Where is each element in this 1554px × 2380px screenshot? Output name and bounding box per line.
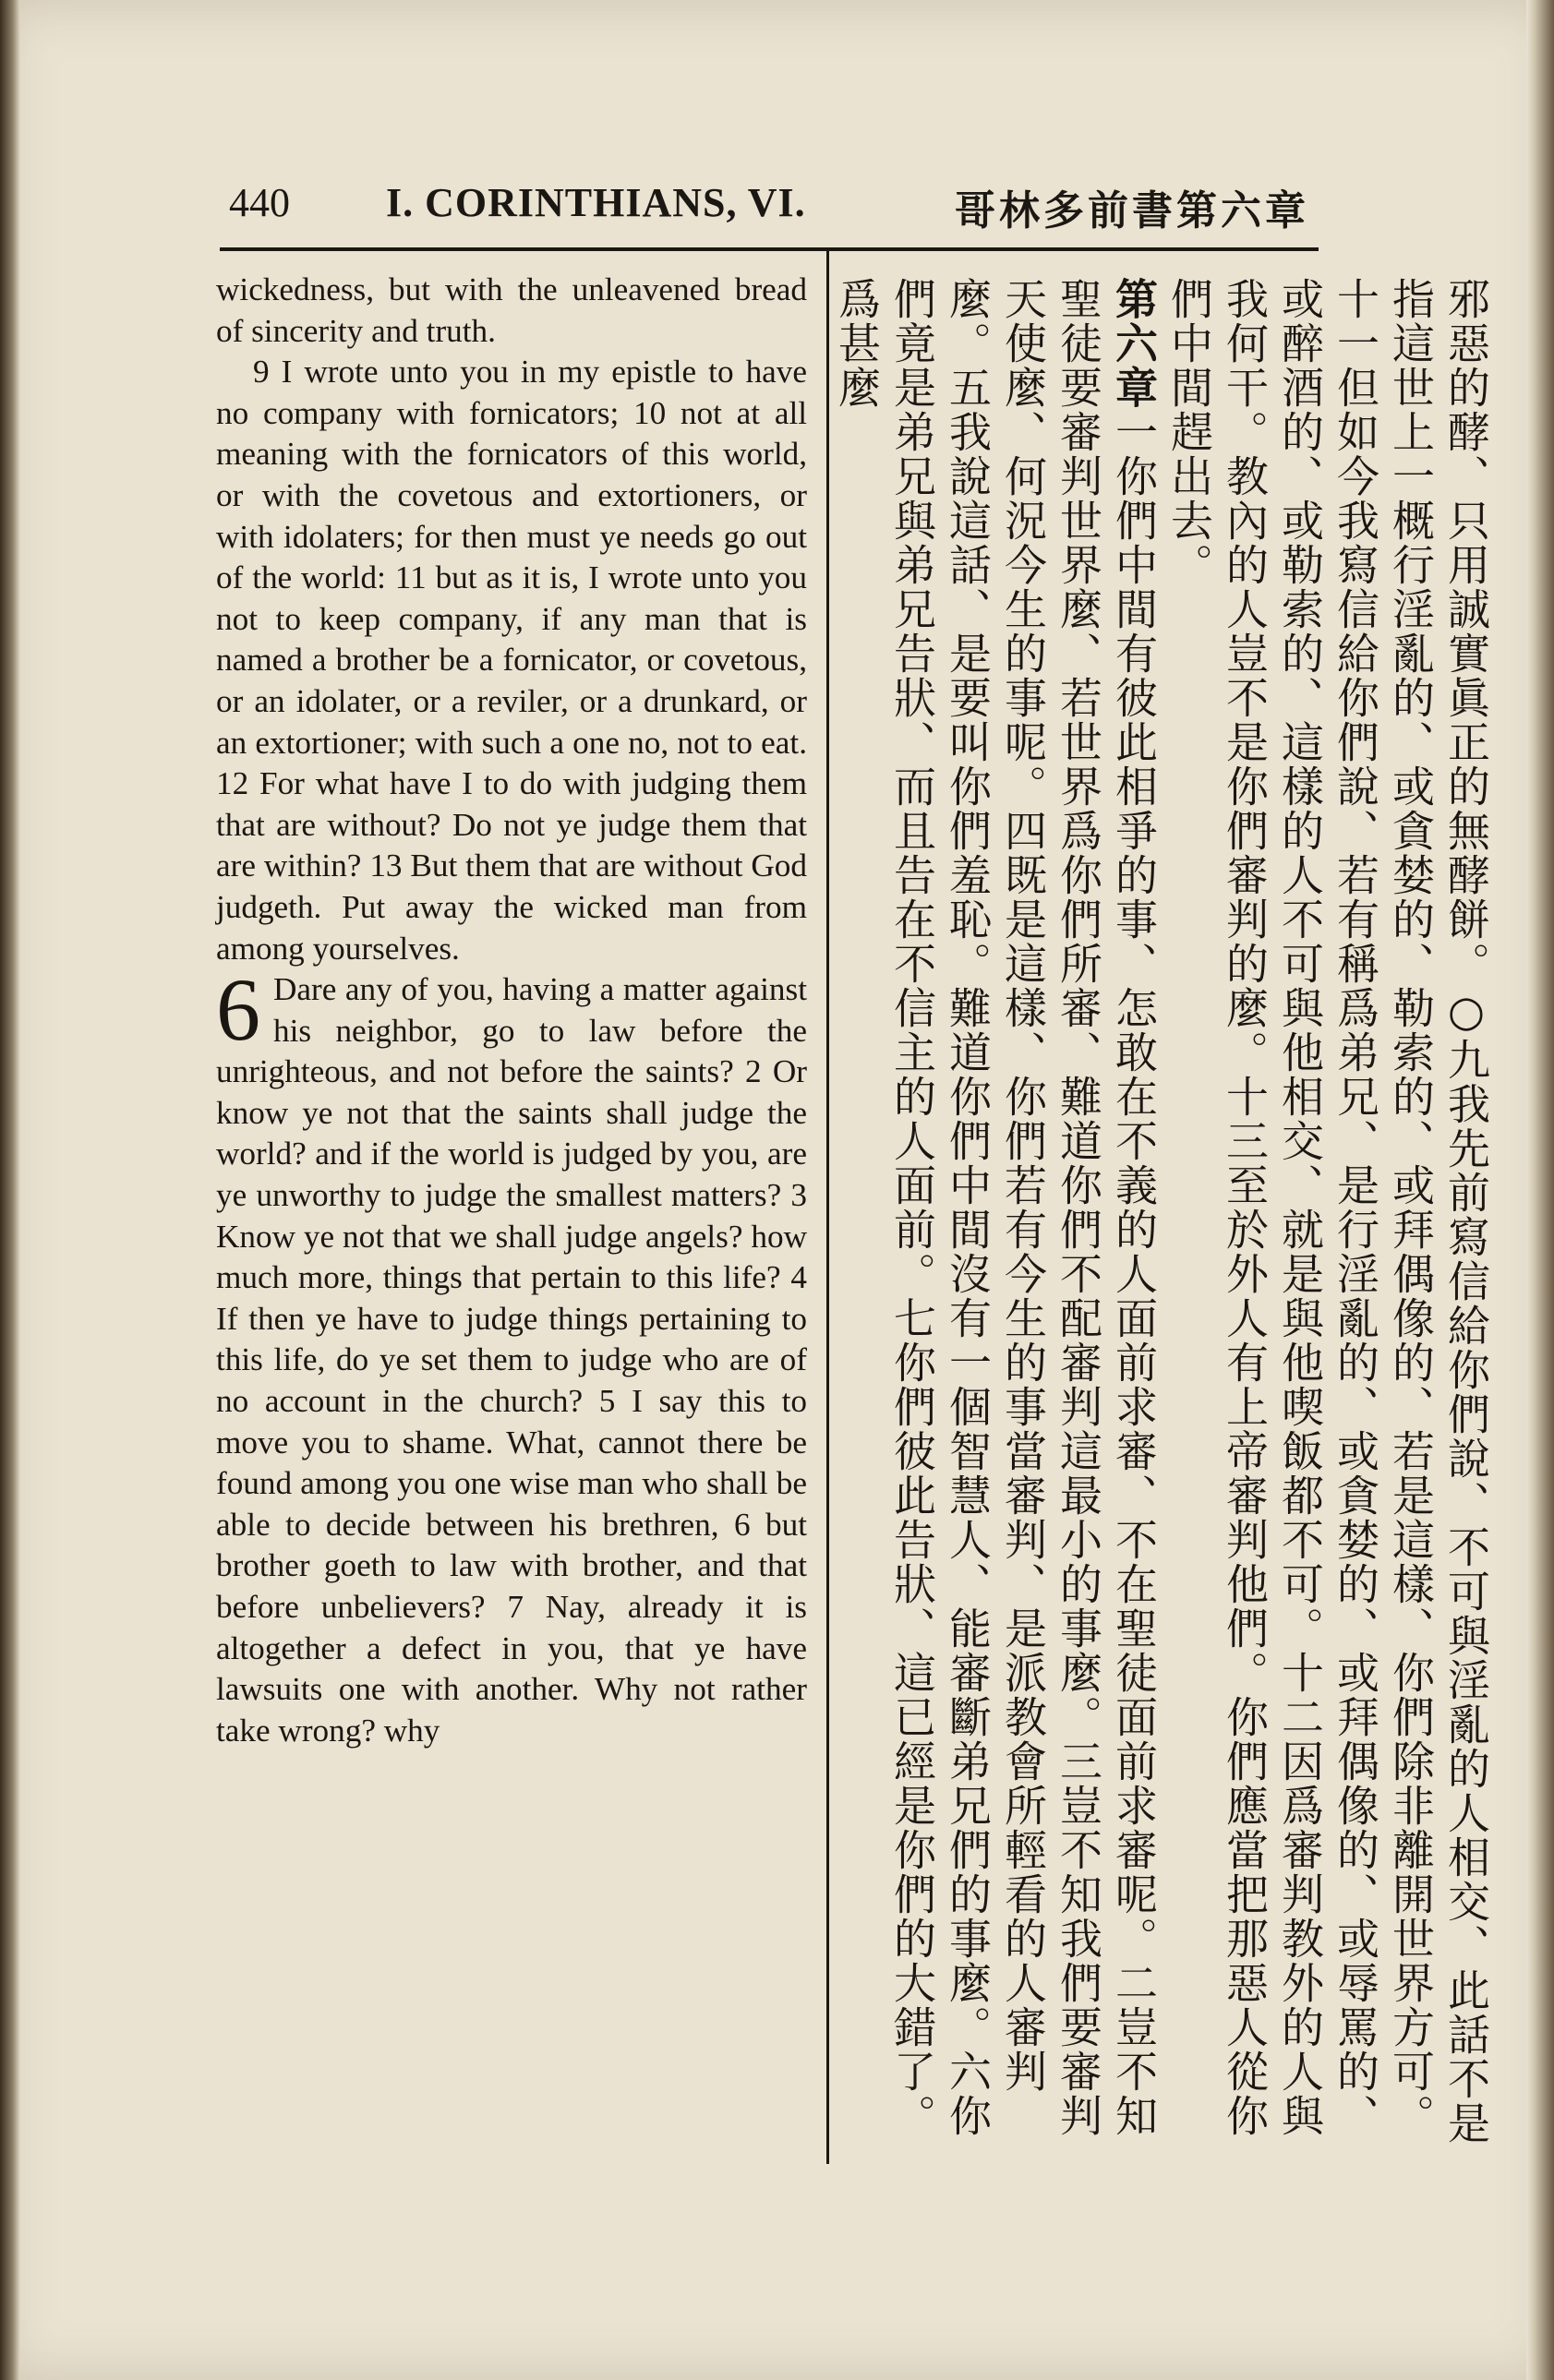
chapter-numeral: 6 xyxy=(216,960,260,1060)
chinese-chapter-label: 第六章 xyxy=(1109,277,1159,410)
running-title: I. CORINTHIANS, VI. xyxy=(386,180,806,225)
book-spine-shadow xyxy=(0,0,20,2380)
chinese-running-title: 哥林多前書第六章 xyxy=(955,187,1309,234)
english-paragraph: wickedness, but with the unleavened bread of sincerity and truth. xyxy=(216,271,807,349)
english-column xyxy=(216,270,807,1751)
english-paragraph: 9 I wrote unto you in my epistle to have no company with fornicators; 10 not at all meaning with the fornicators of this world, or with the covetous and extortioners, or with idolaters; for then must ye needs go out of the world: 11 but as it is, I wrote unto you not to keep company, if any man that is named a brother be a fornicator, or covetous, or an idolater, or a reviler, or a drunkard, or an extortioner; with such a one no, not to eat. 12 For what have I to do with judging them that are without? Do not ye judge them that are within? 13 But them that are without God judgeth. Put away the wicked man from among yourselves. xyxy=(216,354,807,967)
chinese-text: 邪惡的酵、只用誠實眞正的無酵餅。○九我先前寫信給你們說、不可與淫亂的人相交、此話不是指這世上一概行淫亂的、或貪婪的、勒索的、或拜偶像的、若是這樣、你們除非離開世界方可。十一但如今我寫信給你們說、若有稱爲弟兄、是行淫亂的、或貪婪的、或拜偶像的、或辱罵的、或醉酒的、或勒索的、這樣的人不可與他相交、就是與他喫飯都不可。十二因爲審判教外的人與我何干。教內的人豈不是你們審判的麼。十三至於外人有上帝審判他們。你們應當把那惡人從你們中間趕出去。 xyxy=(1164,277,1491,2146)
page-number: 440 xyxy=(229,180,290,225)
english-paragraph-text: Dare any of you, having a matter against his neighbor, go to law before the unrighteous, and not before the saints? 2 Or know ye not that the saints shall judge the world? and if the world is judged by you, are ye unworthy to judge the smallest matters? 3 Know ye not that we shall judge angels? how much more, things that pertain to this life? 4 If then ye have to judge things pertaining to this life, do ye set them to judge who are of no account in the church? 5 I say this to move you to shame. What, cannot there be found among you one wise man who shall be able to decide between his brethren, 6 but brother goeth to law with brother, and that before unbelievers? 7 Nay, already it is altogether a defect in you, that ye have lawsuits one with another. Why not rather take wrong? why xyxy=(216,971,807,1749)
chinese-chapter xyxy=(829,277,1162,2170)
running-header xyxy=(220,175,1319,240)
header-rule xyxy=(220,247,1319,251)
page-edge-shadow xyxy=(1526,0,1554,2380)
chinese-text: 一你們中間有彼此相爭的事、怎敢在不義的人面前求審、不在聖徒面前求審呢。二豈不知聖徒要審判世界麼、若世界爲你們所審、難道你們不配審判這最小的事麼。三豈不知我們要審判天使麼、何況今生的事呢。四既是這樣、你們若有今生的事當審判、是派教會所輕看的人審判麼。五我說這話、是要叫你們羞恥。難道你們中間沒有一個智慧人、能審斷弟兄們的事麼。六你們竟是弟兄與弟兄告狀、而且告在不信主的人面前。七你們彼此告狀、這已經是你們的大錯了。爲甚麼 xyxy=(832,277,1159,2138)
english-chapter-paragraph xyxy=(216,960,807,1751)
chinese-column xyxy=(832,277,1494,2170)
